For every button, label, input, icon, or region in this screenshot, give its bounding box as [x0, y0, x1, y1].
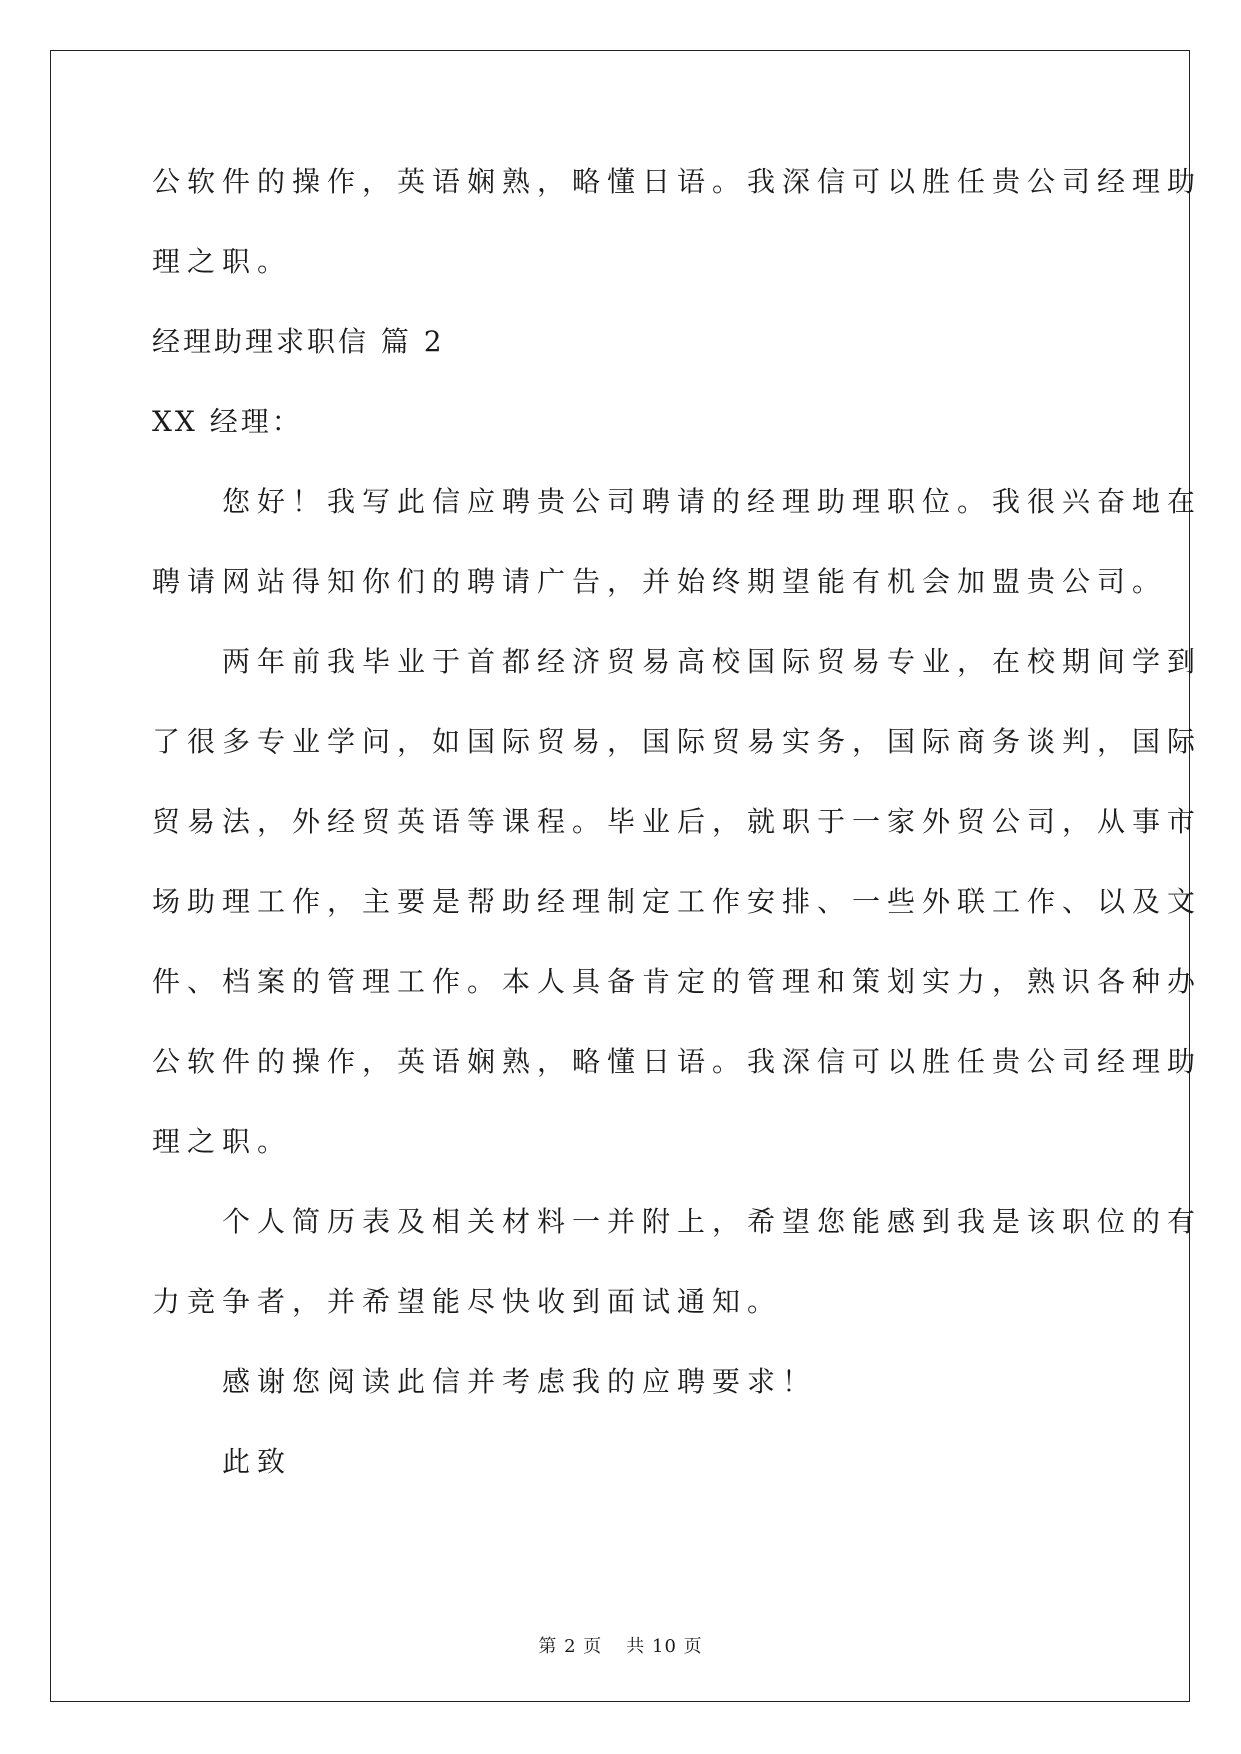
body-line: 公软件的操作，英语娴熟，略懂日语。我深信可以胜任贵公司经理助: [152, 165, 1203, 198]
page-total: 共 10 页: [626, 1636, 703, 1657]
body-line: 公软件的操作，英语娴熟，略懂日语。我深信可以胜任贵公司经理助: [152, 1045, 1203, 1078]
body-line: 件、档案的管理工作。本人具备肯定的管理和策划实力，熟识各种办: [152, 965, 1203, 998]
closing-line: 此致: [152, 1445, 293, 1478]
body-line: 了很多专业学问，如国际贸易，国际贸易实务，国际商务谈判，国际: [152, 725, 1203, 758]
body-line: 感谢您阅读此信并考虑我的应聘要求！: [152, 1365, 818, 1398]
section-heading: 经理助理求职信 篇 2: [152, 325, 445, 358]
body-line: 理之职。: [152, 1125, 293, 1158]
letter-body: [152, 164, 1203, 1524]
salutation: XX 经理：: [152, 405, 303, 438]
body-line: 贸易法，外经贸英语等课程。毕业后，就职于一家外贸公司，从事市: [152, 805, 1203, 838]
body-line: 聘请网站得知你们的聘请广告，并始终期望能有机会加盟贵公司。: [152, 565, 1168, 598]
body-line: 个人简历表及相关材料一并附上，希望您能感到我是该职位的有: [152, 1205, 1203, 1238]
body-line: 理之职。: [152, 245, 293, 278]
body-line: 力竞争者，并希望能尽快收到面试通知。: [152, 1285, 783, 1318]
page-number: 第 2 页: [538, 1636, 603, 1657]
body-line: 两年前我毕业于首都经济贸易高校国际贸易专业，在校期间学到: [152, 645, 1203, 678]
page-footer: [0, 1632, 1241, 1658]
body-line: 您好！我写此信应聘贵公司聘请的经理助理职位。我很兴奋地在: [152, 485, 1203, 518]
body-line: 场助理工作，主要是帮助经理制定工作安排、一些外联工作、以及文: [152, 885, 1203, 918]
